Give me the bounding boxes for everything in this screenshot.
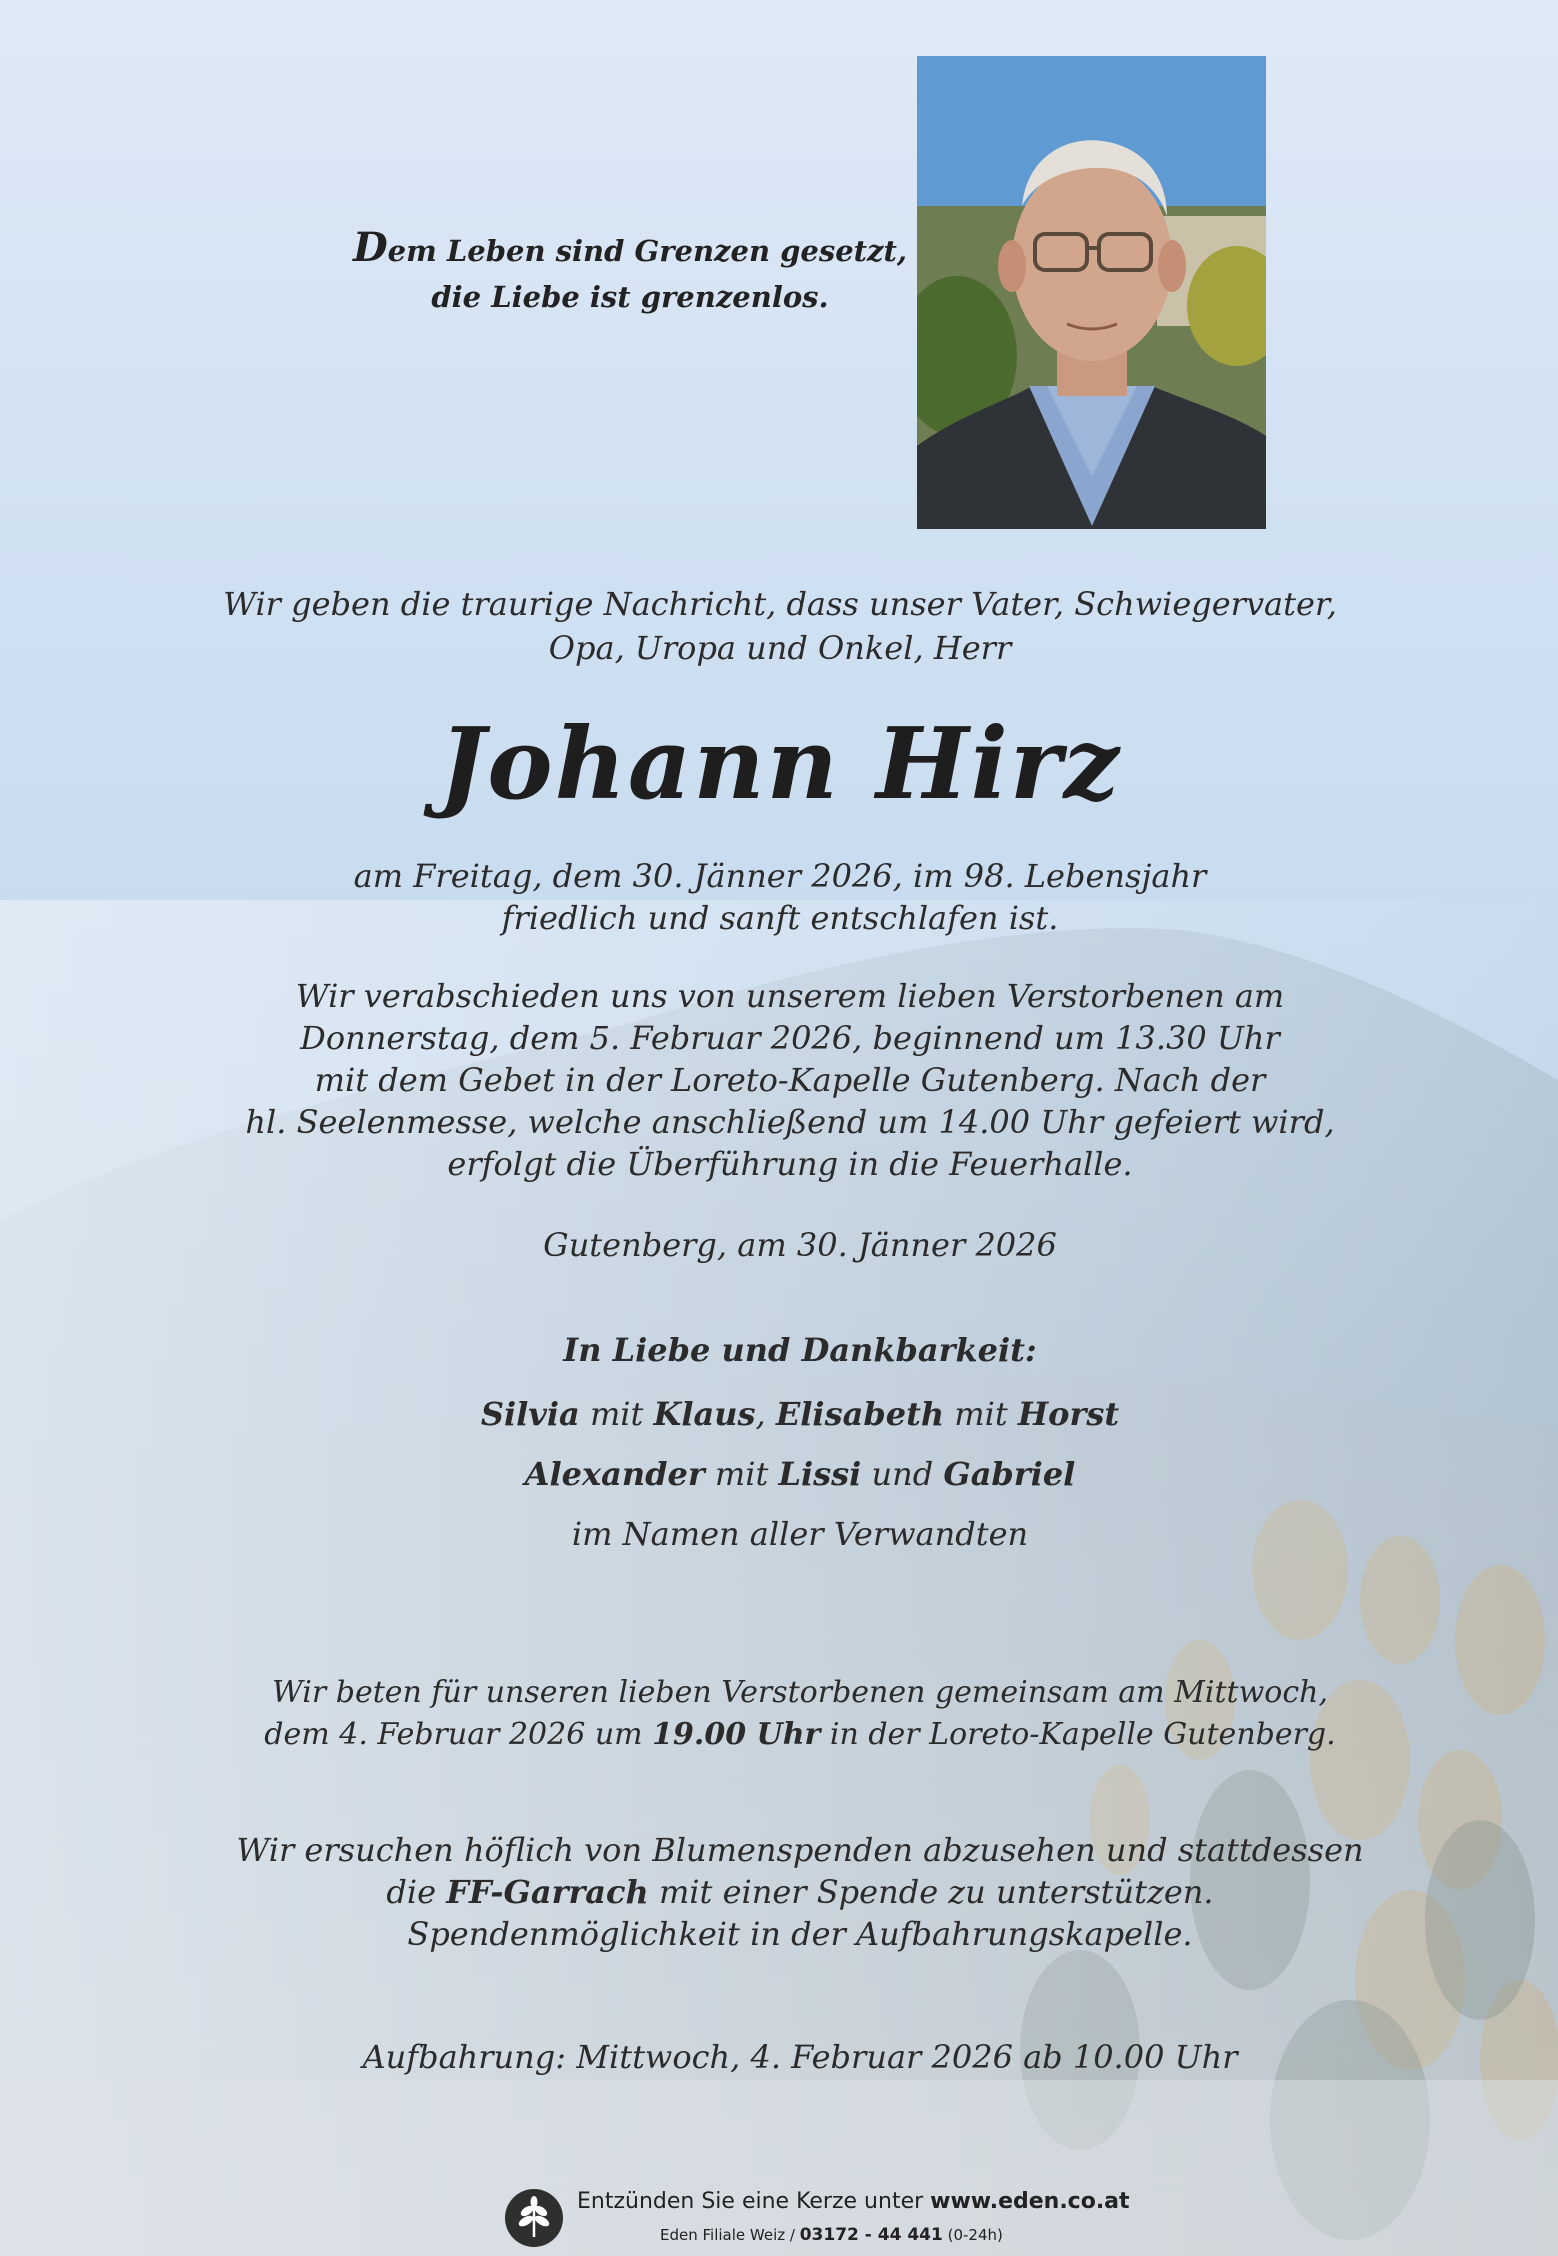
family-mit-3: mit xyxy=(704,1455,779,1493)
laying-out-notice: Aufbahrung: Mittwoch, 4. Februar 2026 ab 10.00 Uhr xyxy=(362,2038,1238,2076)
quote-line-1: em Leben sind Grenzen gesetzt, xyxy=(387,234,907,268)
death-date-text xyxy=(180,855,1380,939)
portrait-photo xyxy=(917,56,1266,529)
quote-line-2: die Liebe ist grenzenlos. xyxy=(431,280,829,314)
family-relatives: im Namen aller Verwandten xyxy=(571,1515,1029,1553)
prayer-time: 19.00 Uhr xyxy=(652,1717,821,1752)
family-lissi: Lissi xyxy=(778,1455,862,1493)
family-gabriel: Gabriel xyxy=(943,1455,1076,1493)
farewell-line-5: erfolgt die Überführung in die Feuerhalle. xyxy=(447,1145,1133,1183)
prayer-notice xyxy=(200,1672,1400,1756)
intro-line-2: Opa, Uropa und Onkel, Herr xyxy=(548,629,1012,667)
flowers-line-2-a: die xyxy=(386,1873,447,1911)
flowers-line-2 xyxy=(180,1871,1420,1913)
footer xyxy=(505,2187,1130,2253)
family-klaus: Klaus xyxy=(653,1395,756,1433)
farewell-line-3: mit dem Gebet in der Loreto-Kapelle Gutenberg. Nach der xyxy=(314,1061,1266,1099)
prayer-line-2-a: dem 4. Februar 2026 um xyxy=(264,1717,653,1752)
prayer-line-2-b: in der Loreto-Kapelle Gutenberg. xyxy=(820,1717,1336,1752)
farewell-details xyxy=(180,975,1400,1185)
family-line-1 xyxy=(300,1384,1300,1444)
family-silvia: Silvia xyxy=(480,1395,580,1433)
donation-organization: FF-Garrach xyxy=(446,1873,649,1911)
family-und: und xyxy=(861,1455,944,1493)
died-line-1: am Freitag, dem 30. Jänner 2026, im 98. Lebensjahr xyxy=(353,857,1207,895)
leaf-branch-icon xyxy=(505,2189,563,2247)
footer-branch-line xyxy=(660,2225,1003,2245)
family-horst: Horst xyxy=(1017,1395,1120,1433)
family-elisabeth: Elisabeth xyxy=(775,1395,945,1433)
announcement-intro xyxy=(180,582,1380,670)
family-alexander: Alexander xyxy=(524,1455,705,1493)
family-mit-2: mit xyxy=(944,1395,1018,1433)
deceased-name: Johann Hirz xyxy=(438,707,1122,822)
farewell-line-1: Wir verabschieden uns von unserem lieben Verstorbenen am xyxy=(295,977,1285,1015)
portrait-image xyxy=(917,56,1266,529)
footer-branch-text: Eden Filiale Weiz / xyxy=(660,2226,800,2244)
prayer-line-2 xyxy=(200,1714,1400,1756)
intro-line-1: Wir geben die traurige Nachricht, dass unser Vater, Schwiegervater, xyxy=(223,585,1337,623)
footer-candle-text: Entzünden Sie eine Kerze unter xyxy=(577,2189,931,2214)
footer-url-link[interactable]: www.eden.co.at xyxy=(930,2189,1130,2214)
farewell-line-2: Donnerstag, dem 5. Februar 2026, beginnend um 13.30 Uhr xyxy=(300,1019,1280,1057)
flowers-line-1: Wir ersuchen höflich von Blumenspenden abzusehen und stattdessen xyxy=(236,1831,1364,1869)
prayer-line-1: Wir beten für unseren lieben Verstorbenen gemeinsam am Mittwoch, xyxy=(272,1675,1328,1710)
footer-phone: 03172 - 44 441 xyxy=(799,2225,943,2245)
donation-notice xyxy=(180,1829,1420,1955)
epitaph-quote xyxy=(330,225,930,320)
family-line-2 xyxy=(300,1444,1300,1504)
mourners-list xyxy=(300,1384,1300,1564)
family-comma: , xyxy=(755,1395,776,1433)
quote-initial: D xyxy=(352,224,388,271)
footer-candle-line xyxy=(577,2189,1130,2214)
footer-hours: (0-24h) xyxy=(942,2226,1003,2244)
place-date: Gutenberg, am 30. Jänner 2026 xyxy=(543,1226,1057,1264)
flowers-line-3: Spendenmöglichkeit in der Aufbahrungskapelle. xyxy=(407,1915,1193,1953)
farewell-line-4: hl. Seelenmesse, welche anschließend um 14.00 Uhr gefeiert wird, xyxy=(245,1103,1335,1141)
mourners-heading: In Liebe und Dankbarkeit: xyxy=(563,1331,1037,1369)
flowers-line-2-b: mit einer Spende zu unterstützen. xyxy=(648,1873,1214,1911)
family-mit-1: mit xyxy=(579,1395,654,1433)
died-line-2: friedlich und sanft entschlafen ist. xyxy=(501,899,1059,937)
